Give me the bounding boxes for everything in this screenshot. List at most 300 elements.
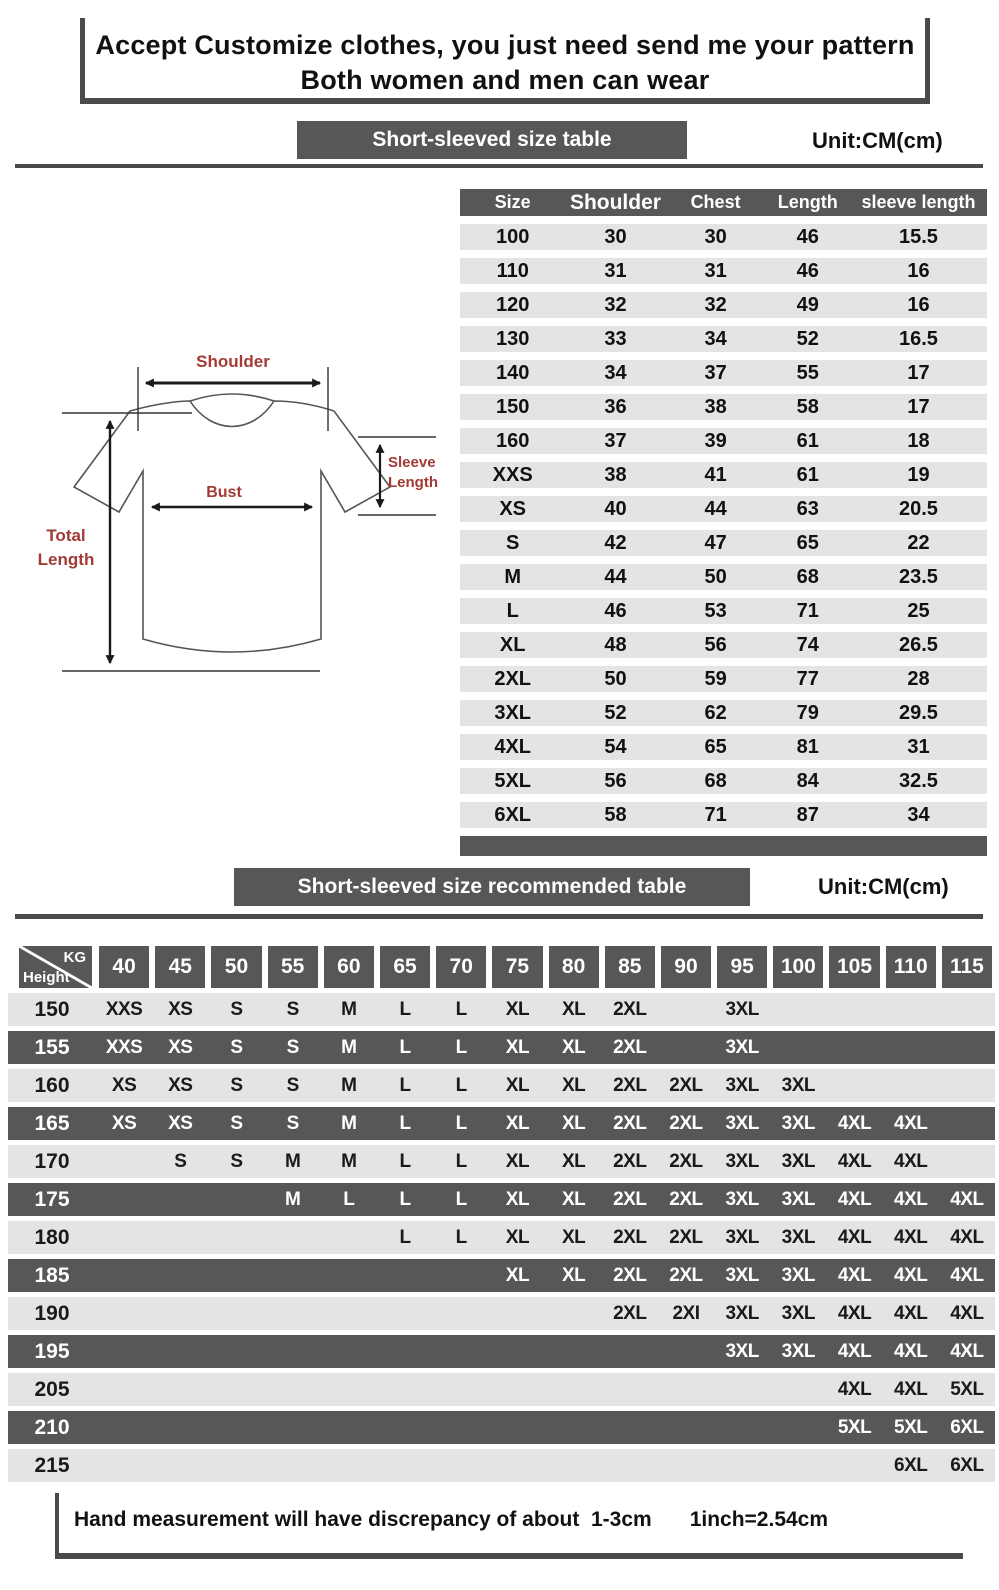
recommend-size-cell: 4XL: [837, 1112, 872, 1134]
size-table-cell: 65: [796, 531, 819, 554]
kg-height-corner-cell: [19, 946, 92, 988]
recommend-size-cell: 2XL: [669, 1112, 703, 1134]
footer: [74, 1508, 828, 1532]
weight-column-header: 40: [99, 946, 149, 988]
height-row-label: 160: [34, 1073, 70, 1097]
recommend-size-cell: XL: [505, 1150, 530, 1172]
recommend-size-cell: L: [399, 1188, 411, 1210]
size-table-cell: 150: [496, 395, 530, 418]
recommend-size-cell: M: [341, 1112, 357, 1134]
size-table-cell: S: [506, 531, 520, 554]
total-length-label-line1: Total: [46, 526, 86, 545]
size-table-cell: 58: [796, 395, 819, 418]
size-table-row: [460, 598, 987, 624]
recommend-table: [8, 946, 995, 1487]
recommend-size-cell: 2XL: [669, 1188, 703, 1210]
recommend-size-cell: 2XL: [613, 1074, 647, 1096]
size-table-column-header: Length: [777, 192, 838, 212]
recommend-size-cell: 3XL: [725, 1264, 759, 1286]
size-table-cell: 36: [604, 395, 627, 418]
size-table-cell: 77: [796, 667, 819, 690]
weight-column-header: 45: [155, 946, 205, 988]
recommend-size-cell: L: [455, 1036, 467, 1058]
size-table-cell: 39: [704, 429, 727, 452]
recommend-size-cell: 6XL: [950, 1416, 984, 1438]
recommend-size-cell: 3XL: [725, 1036, 759, 1058]
recommend-size-cell: XS: [111, 1112, 137, 1134]
size-table-cell: 52: [604, 701, 627, 724]
weight-column-header: 50: [211, 946, 261, 988]
recommend-size-cell: XXS: [105, 998, 143, 1020]
weight-column-header: 60: [324, 946, 374, 988]
size-table-column-header: Chest: [690, 192, 741, 212]
size-table-cell: XS: [499, 497, 527, 520]
footer-border-left: [55, 1493, 59, 1559]
size-table-cell: 23.5: [898, 565, 938, 588]
recommend-size-cell: 4XL: [894, 1302, 928, 1324]
size-table-cell: 32.5: [898, 769, 938, 792]
size-table-cell: 53: [704, 599, 727, 622]
recommend-size-cell: M: [341, 1036, 357, 1058]
recommend-size-cell: 2XL: [669, 1264, 703, 1286]
size-table-cell: 26.5: [898, 633, 938, 656]
size-table-cell: 34: [907, 803, 930, 826]
size-table: [460, 189, 987, 856]
recommend-size-cell: 4XL: [894, 1264, 928, 1286]
recommend-size-cell: XS: [168, 1074, 193, 1096]
recommend-size-cell: XL: [561, 1036, 586, 1058]
size-table-cell: 65: [704, 735, 727, 758]
size-table-cell: 49: [796, 293, 819, 316]
recommend-size-cell: 3XL: [725, 1150, 759, 1172]
weight-column-header: 90: [661, 946, 711, 988]
size-table-cell: 140: [496, 361, 530, 384]
size-table-cell: 59: [704, 667, 727, 690]
recommend-table-row: [8, 1107, 995, 1140]
size-table-cell: 25: [907, 599, 930, 622]
size-table-column-header: sleeve length: [861, 192, 976, 212]
recommend-table-row: [8, 1335, 995, 1368]
recommend-size-cell: 2XL: [613, 1112, 647, 1134]
recommend-size-cell: 3XL: [725, 1074, 759, 1096]
recommend-size-cell: L: [455, 1226, 467, 1248]
recommend-size-cell: 2XL: [613, 998, 647, 1020]
total-length-label-line2: Length: [37, 550, 95, 569]
recommend-table-banner: Short-sleeved size recommended table: [234, 868, 750, 906]
recommend-size-cell: 4XL: [837, 1378, 872, 1400]
size-table-cell: 19: [907, 463, 930, 486]
recommend-size-cell: 2XL: [613, 1226, 647, 1248]
recommend-size-cell: S: [286, 998, 299, 1020]
weight-column-header: 110: [886, 946, 936, 988]
size-table-cell: 110: [496, 259, 529, 282]
size-table-cell: 42: [604, 531, 627, 554]
size-table-cell: 32: [604, 293, 627, 316]
size-table-cell: 31: [907, 735, 930, 758]
height-row-label: 150: [34, 997, 70, 1021]
size-table-cell: 68: [796, 565, 819, 588]
recommend-size-cell: 3XL: [781, 1074, 816, 1096]
size-table-cell: 20.5: [898, 497, 938, 520]
recommend-size-cell: XL: [561, 1264, 586, 1286]
size-table-cell: 22: [907, 531, 930, 554]
size-table-cell: 37: [604, 429, 627, 452]
recommend-size-cell: XL: [561, 1150, 586, 1172]
height-row-label: 195: [34, 1339, 70, 1363]
footer-note: Hand measurement will have discrepancy of about 1-3cm: [74, 1508, 652, 1531]
size-table-cell: 29.5: [898, 701, 938, 724]
weight-column-header: 80: [549, 946, 599, 988]
footer-border-bottom: [55, 1553, 963, 1559]
size-table-cell: 79: [796, 701, 819, 724]
recommend-size-cell: 5XL: [950, 1378, 984, 1400]
recommend-table-row: [8, 1031, 995, 1064]
recommend-size-cell: S: [230, 1036, 243, 1058]
size-table-cell: 56: [704, 633, 727, 656]
recommend-size-cell: XL: [505, 1226, 530, 1248]
recommend-size-cell: L: [455, 1074, 467, 1096]
recommend-size-cell: S: [286, 1112, 299, 1134]
recommend-size-cell: S: [230, 1112, 243, 1134]
recommend-size-cell: 4XL: [950, 1188, 984, 1210]
recommend-size-cell: XS: [168, 998, 193, 1020]
size-table-cell: XXS: [492, 463, 533, 486]
size-table-cell: 46: [796, 259, 819, 282]
recommend-size-cell: 2XL: [669, 1226, 703, 1248]
recommend-size-cell: L: [455, 1112, 467, 1134]
recommend-size-cell: 3XL: [781, 1340, 816, 1362]
recommend-size-cell: 2XL: [613, 1036, 647, 1058]
size-table-cell: 38: [704, 395, 727, 418]
recommend-size-cell: M: [341, 1074, 357, 1096]
height-row-label: 180: [34, 1225, 70, 1249]
size-table-row: [460, 632, 987, 658]
shoulder-label: Shoulder: [196, 352, 270, 371]
size-table-row: [460, 666, 987, 692]
size-table-row: [460, 428, 987, 454]
recommend-size-cell: L: [455, 998, 467, 1020]
recommend-size-cell: XS: [168, 1036, 193, 1058]
weight-column-header: 115: [942, 946, 992, 988]
size-table-cell: 44: [604, 565, 627, 588]
size-table-row: [460, 360, 987, 386]
recommend-size-cell: S: [286, 1036, 299, 1058]
sleeve-length-label-line2: Length: [388, 474, 438, 491]
size-table-cell: 100: [496, 225, 530, 248]
tshirt-measurement-diagram: [22, 338, 442, 710]
recommend-size-cell: 2XL: [613, 1302, 647, 1324]
size-table-banner: Short-sleeved size table: [297, 121, 687, 159]
recommend-size-cell: 4XL: [837, 1226, 872, 1248]
recommend-size-cell: S: [230, 1074, 243, 1096]
recommend-size-cell: L: [399, 1226, 411, 1248]
recommend-size-cell: XL: [561, 998, 586, 1020]
recommend-table-header-row: [8, 946, 995, 988]
height-row-label: 205: [34, 1377, 70, 1401]
recommend-size-cell: L: [399, 1150, 411, 1172]
recommend-size-cell: 4XL: [837, 1150, 872, 1172]
size-table-row: [460, 462, 987, 488]
size-table-cell: 58: [604, 803, 627, 826]
recommend-size-cell: 6XL: [950, 1454, 984, 1476]
recommend-size-cell: 4XL: [950, 1340, 984, 1362]
recommend-size-cell: 2XL: [669, 1150, 703, 1172]
size-table-cell: 16.5: [898, 327, 938, 350]
size-table-cell: 61: [796, 463, 819, 486]
recommend-size-cell: 4XL: [837, 1302, 872, 1324]
size-table-row: [460, 700, 987, 726]
header-note: [80, 18, 930, 104]
recommend-size-cell: 3XL: [781, 1226, 816, 1248]
size-table-cell: 6XL: [494, 803, 532, 826]
weight-column-header: 95: [717, 946, 767, 988]
recommend-size-cell: 5XL: [894, 1416, 928, 1438]
recommend-size-cell: 2XI: [672, 1302, 700, 1324]
recommend-size-cell: 4XL: [894, 1150, 928, 1172]
recommend-size-cell: L: [343, 1188, 355, 1210]
size-table-row: [460, 258, 987, 284]
recommend-size-cell: L: [399, 1036, 411, 1058]
size-table-row: [460, 802, 987, 828]
recommend-table-row: [8, 993, 995, 1026]
size-table-cell: 41: [704, 463, 727, 486]
size-table-cell: 18: [907, 429, 930, 452]
recommend-size-cell: 3XL: [781, 1264, 816, 1286]
recommend-size-cell: 4XL: [837, 1264, 872, 1286]
size-table-unit-label: Unit:CM(cm): [812, 128, 943, 153]
recommend-size-cell: M: [284, 1188, 301, 1210]
size-table-cell: M: [504, 565, 522, 588]
recommend-size-cell: 2XL: [613, 1264, 647, 1286]
size-table-column-header: Size: [494, 192, 531, 212]
recommend-size-cell: 4XL: [894, 1188, 928, 1210]
size-table-cell: 34: [604, 361, 627, 384]
size-table-cell: 40: [604, 497, 627, 520]
recommend-table-body: [8, 993, 995, 1482]
recommend-size-cell: 3XL: [725, 1226, 759, 1248]
recommend-size-cell: 4XL: [950, 1302, 984, 1324]
size-table-cell: 16: [907, 293, 930, 316]
recommend-size-cell: XL: [561, 1112, 586, 1134]
recommend-size-cell: 3XL: [781, 1150, 816, 1172]
recommend-table-row: [8, 1297, 995, 1330]
size-table-column-header: Shoulder: [569, 190, 661, 214]
size-table-cell: 3XL: [494, 701, 532, 724]
size-table-row: [460, 394, 987, 420]
size-table-cell: 54: [604, 735, 627, 758]
weight-column-header: 55: [268, 946, 318, 988]
size-table-cell: 120: [496, 293, 530, 316]
recommend-size-cell: 4XL: [837, 1340, 872, 1362]
corner-kg-label: KG: [63, 949, 86, 966]
size-table-row: [460, 530, 987, 556]
recommend-size-cell: L: [399, 1074, 411, 1096]
size-table-cell: L: [506, 599, 519, 622]
recommend-size-cell: 4XL: [950, 1226, 984, 1248]
size-table-cell: 5XL: [494, 769, 532, 792]
size-table-row: [460, 496, 987, 522]
size-table-cell: 61: [796, 429, 819, 452]
size-table-cell: 34: [704, 327, 727, 350]
header-line2: Both women and men can wear: [300, 65, 710, 95]
size-table-cell: 130: [496, 327, 530, 350]
size-table-row: [460, 224, 987, 250]
recommend-size-cell: 3XL: [725, 1340, 759, 1362]
size-table-body: [460, 224, 987, 828]
size-table-row: [460, 326, 987, 352]
bust-label: Bust: [206, 484, 242, 501]
footer-conversion: 1inch=2.54cm: [689, 1508, 829, 1531]
size-table-cell: 74: [796, 633, 819, 656]
size-table-cell: 31: [604, 259, 627, 282]
recommend-size-cell: 4XL: [950, 1264, 984, 1286]
recommend-size-cell: 3XL: [781, 1302, 816, 1324]
recommend-size-cell: XS: [168, 1112, 193, 1134]
size-table-cell: 47: [704, 531, 727, 554]
recommend-size-cell: L: [455, 1150, 467, 1172]
recommend-table-row: [8, 1373, 995, 1406]
recommend-size-cell: XL: [505, 1112, 530, 1134]
size-table-cell: XL: [499, 633, 526, 656]
size-table-cell: 50: [704, 565, 727, 588]
size-table-bottom-bar: [460, 836, 987, 856]
recommend-size-cell: S: [230, 1150, 243, 1172]
recommend-size-cell: 4XL: [894, 1340, 928, 1362]
height-row-label: 185: [34, 1263, 70, 1287]
recommend-size-cell: 4XL: [837, 1188, 872, 1210]
recommend-size-cell: 4XL: [894, 1378, 928, 1400]
recommend-size-cell: XL: [505, 1264, 530, 1286]
corner-height-label: Height: [23, 969, 70, 986]
recommend-size-cell: 3XL: [725, 998, 759, 1020]
height-row-label: 210: [34, 1415, 70, 1439]
size-table-cell: 63: [796, 497, 819, 520]
recommend-table-row: [8, 1183, 995, 1216]
size-table-row: [460, 768, 987, 794]
recommend-table-row: [8, 1145, 995, 1178]
recommend-size-cell: 6XL: [894, 1454, 928, 1476]
recommend-size-cell: 5XL: [837, 1416, 872, 1438]
size-table-cell: 62: [704, 701, 727, 724]
size-table-cell: 33: [604, 327, 627, 350]
height-row-label: 155: [34, 1035, 70, 1059]
size-table-cell: 87: [796, 803, 819, 826]
height-row-label: 175: [34, 1187, 70, 1211]
recommend-size-cell: M: [284, 1150, 301, 1172]
size-table-cell: 30: [704, 225, 727, 248]
height-row-label: 165: [34, 1111, 70, 1135]
recommend-size-cell: XL: [561, 1074, 586, 1096]
recommend-size-cell: XS: [111, 1074, 137, 1096]
size-table-cell: 2XL: [494, 667, 532, 690]
recommend-size-cell: 3XL: [725, 1188, 759, 1210]
recommend-table-row: [8, 1069, 995, 1102]
size-table-row: [460, 564, 987, 590]
height-row-label: 170: [34, 1149, 70, 1173]
weight-column-header: 65: [380, 946, 430, 988]
size-table-cell: 37: [704, 361, 727, 384]
size-table-cell: 30: [604, 225, 627, 248]
recommend-size-cell: 3XL: [781, 1112, 816, 1134]
size-table-cell: 31: [704, 259, 727, 282]
recommend-size-cell: 3XL: [725, 1302, 759, 1324]
size-table-cell: 46: [796, 225, 819, 248]
size-table-cell: 56: [604, 769, 627, 792]
size-table-row: [460, 734, 987, 760]
size-table-cell: 55: [796, 361, 819, 384]
recommend-size-cell: XL: [505, 1188, 530, 1210]
weight-column-header: 105: [829, 946, 879, 988]
height-row-label: 215: [34, 1453, 70, 1477]
recommend-size-cell: L: [455, 1188, 467, 1210]
size-table-cell: 44: [704, 497, 727, 520]
size-table-cell: 81: [796, 735, 819, 758]
size-table-cell: 28: [907, 667, 930, 690]
collar-line: [190, 394, 274, 401]
recommend-size-cell: S: [230, 998, 243, 1020]
size-table-cell: 38: [604, 463, 627, 486]
size-table-cell: 16: [907, 259, 930, 282]
recommend-size-cell: 2XL: [613, 1188, 647, 1210]
recommend-table-row: [8, 1221, 995, 1254]
recommend-size-cell: 2XL: [669, 1074, 703, 1096]
size-table-cell: 50: [604, 667, 627, 690]
divider-line: [15, 164, 983, 168]
header-line1: Accept Customize clothes, you just need send me your pattern: [95, 30, 915, 60]
size-table-header-row: [460, 189, 987, 216]
recommend-size-cell: XL: [505, 998, 530, 1020]
recommend-table-row: [8, 1449, 995, 1482]
recommend-size-cell: S: [174, 1150, 187, 1172]
tshirt-outline: [74, 401, 390, 652]
recommend-table-unit-label: Unit:CM(cm): [818, 874, 949, 899]
recommend-size-cell: L: [399, 998, 411, 1020]
size-table-cell: 68: [704, 769, 727, 792]
recommend-size-cell: 4XL: [894, 1112, 928, 1134]
recommend-size-cell: XL: [561, 1226, 586, 1248]
recommend-table-row: [8, 1259, 995, 1292]
size-table-cell: 17: [907, 395, 930, 418]
recommend-size-cell: XXS: [105, 1036, 143, 1058]
recommend-size-cell: 4XL: [894, 1226, 928, 1248]
weight-column-header: 85: [605, 946, 655, 988]
size-table-cell: 48: [604, 633, 627, 656]
height-row-label: 190: [34, 1301, 70, 1325]
size-table-cell: 46: [604, 599, 627, 622]
size-table-cell: 4XL: [494, 735, 532, 758]
recommend-size-cell: L: [399, 1112, 411, 1134]
size-table-cell: 71: [704, 803, 727, 826]
size-table-cell: 84: [796, 769, 819, 792]
recommend-size-cell: 2XL: [613, 1150, 647, 1172]
weight-column-header: 75: [492, 946, 542, 988]
recommend-size-cell: M: [341, 1150, 357, 1172]
recommend-size-cell: XL: [505, 1074, 530, 1096]
recommend-size-cell: 3XL: [725, 1112, 759, 1134]
recommend-size-cell: XL: [505, 1036, 530, 1058]
weight-column-header: 100: [773, 946, 823, 988]
size-table-cell: 15.5: [898, 225, 938, 248]
sleeve-length-label-line1: Sleeve: [388, 454, 436, 471]
recommend-size-cell: M: [341, 998, 357, 1020]
recommend-size-cell: 3XL: [781, 1188, 816, 1210]
recommend-size-cell: XL: [561, 1188, 586, 1210]
recommend-size-cell: S: [286, 1074, 299, 1096]
size-table-cell: 160: [496, 429, 530, 452]
size-table-cell: 52: [796, 327, 819, 350]
size-table-cell: 32: [704, 293, 727, 316]
divider-line: [15, 914, 983, 919]
